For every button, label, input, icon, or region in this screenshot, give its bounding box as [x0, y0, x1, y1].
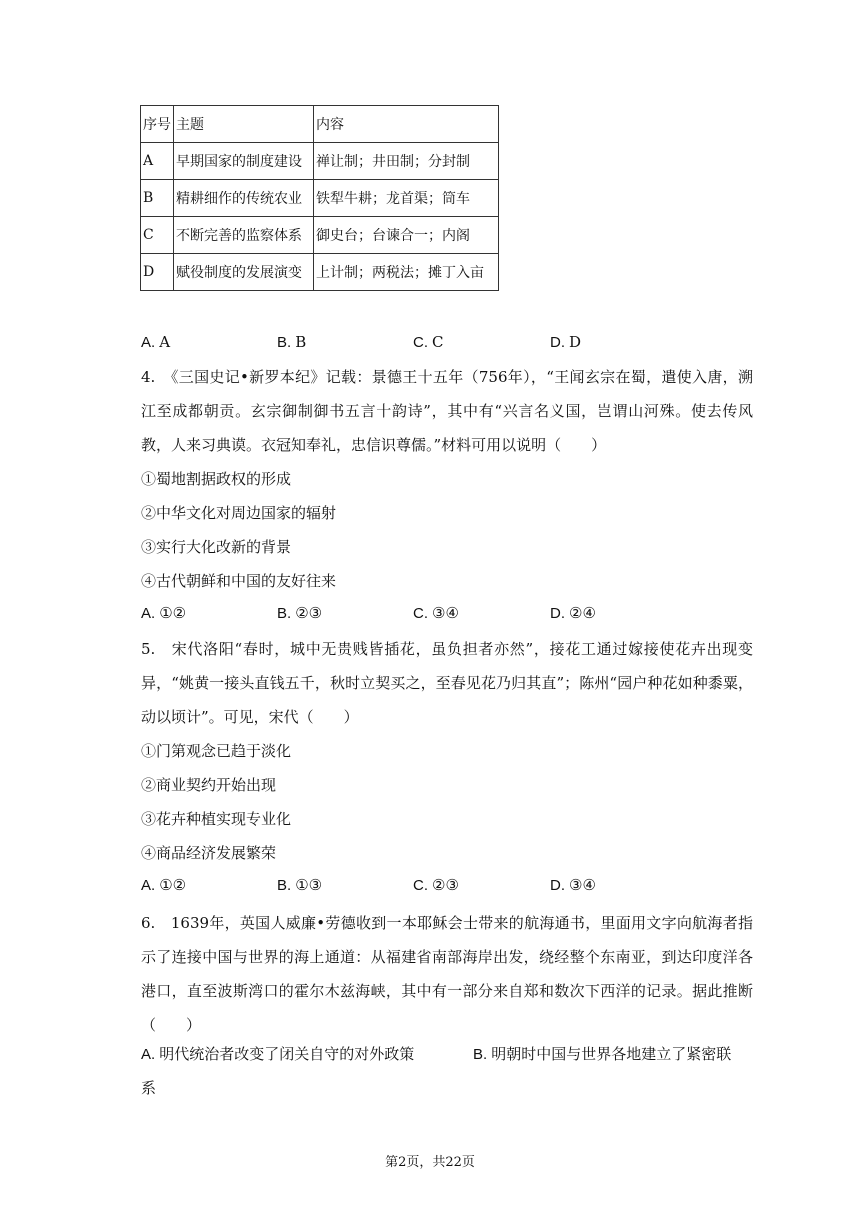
table-cell: C [141, 217, 174, 254]
q6-stem: 6. 1639年，英国人威廉•劳德收到一本耶稣会士带来的航海通书，里面用文字向航海者指示了连接中国与世界的海上通道：从福建省南部海岸出发，绕经整个东南亚，到达印度洋各港口，直至波斯湾口的霍尔木兹海峡，其中有一部分来自郑和数次下西洋的记录。据此推断（ ） [141, 914, 753, 1034]
q3-option-a: A. A [141, 333, 171, 351]
table-row [141, 180, 499, 217]
q5-stem: 5. 宋代洛阳“春时，城中无贵贱皆插花，虽负担者亦然”，接花工通过嫁接使花卉出现变异，“姚黄一接头直钱五千，秋时立契买之，至春见花乃归其直”；陈州“园户种花如种黍粟，动以顷计”。可见，宋代（ ） [141, 640, 753, 726]
table-cell: 御史台；台谏合一；内阁 [314, 217, 499, 254]
table-header-row [141, 106, 499, 143]
table-cell: B [141, 180, 174, 217]
q4-option-c: C. ③④ [413, 604, 459, 622]
q6-options [141, 1043, 781, 1065]
q4-stem: 4. 《三国史记•新罗本纪》记载：景德王十五年（756年），“王闻玄宗在蜀，遣使入唐，溯江至成都朝贡。玄宗御制御书五言十韵诗”，其中有“兴言名义国，岂谓山河殊。使去传风教，人来习典谟。衣冠知奉礼，忠信识尊儒。”材料可用以说明（ ） [141, 368, 753, 454]
q5-option-b: B. ①③ [277, 876, 323, 894]
q4-options [141, 604, 781, 626]
theme-table [140, 105, 499, 291]
q5-item-1: ①门第观念已趋于淡化 [141, 742, 292, 760]
q4-item-1: ①蜀地割据政权的形成 [141, 470, 292, 488]
table-row [141, 254, 499, 291]
q4-option-a: A. ①② [141, 604, 187, 622]
table-cell: A [141, 143, 174, 180]
q4-item-4: ④古代朝鲜和中国的友好往来 [141, 572, 337, 590]
q4-item-2: ②中华文化对周边国家的辐射 [141, 504, 337, 522]
table-cell: D [141, 254, 174, 291]
page-footer: 第2页，共22页 [385, 1155, 475, 1170]
table-row [141, 217, 499, 254]
table-cell: 早期国家的制度建设 [174, 143, 314, 180]
q5-item-4: ④商品经济发展繁荣 [141, 844, 277, 862]
q5-item-3: ③花卉种植实现专业化 [141, 810, 292, 828]
q4-option-b: B. ②③ [277, 604, 323, 622]
q3-options [141, 333, 781, 355]
table-cell: 禅让制；井田制；分封制 [314, 143, 499, 180]
table-row [141, 143, 499, 180]
q6-option-a: A. 明代统治者改变了闭关自守的对外政策 [141, 1045, 415, 1063]
table-cell: 铁犁牛耕；龙首渠；筒车 [314, 180, 499, 217]
q3-option-d: D. D [550, 333, 582, 351]
table-cell: 赋役制度的发展演变 [174, 254, 314, 291]
q4-option-d: D. ②④ [550, 604, 596, 622]
header-theme: 主题 [174, 106, 314, 143]
table-cell: 精耕细作的传统农业 [174, 180, 314, 217]
q5-option-d: D. ③④ [550, 876, 596, 894]
header-content: 内容 [314, 106, 499, 143]
q5-options [141, 876, 781, 898]
q5-option-a: A. ①② [141, 876, 187, 894]
q3-option-c: C. C [413, 333, 444, 351]
table-cell: 上计制；两税法；摊丁入亩 [314, 254, 499, 291]
table-cell: 不断完善的监察体系 [174, 217, 314, 254]
q3-option-b: B. B [277, 333, 307, 351]
q6-option-b-continued: 系 [141, 1079, 157, 1097]
q4-item-3: ③实行大化改新的背景 [141, 538, 292, 556]
q6-option-b: B. 明朝时中国与世界各地建立了紧密联 [473, 1045, 732, 1063]
q5-option-c: C. ②③ [413, 876, 459, 894]
q5-item-2: ②商业契约开始出现 [141, 776, 277, 794]
header-index: 序号 [141, 106, 174, 143]
